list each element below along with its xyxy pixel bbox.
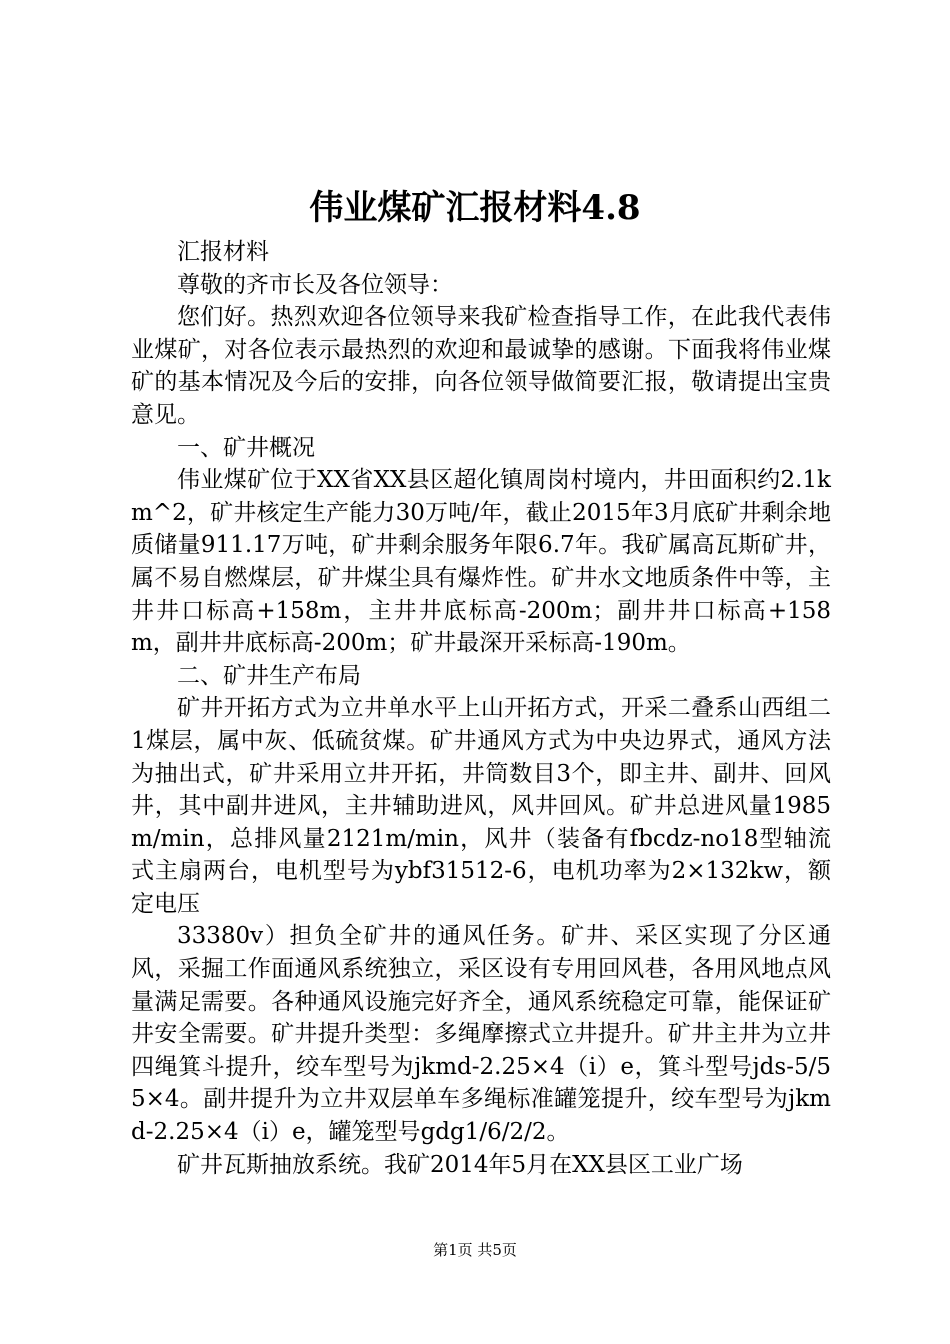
paragraph-development-ventilation: 矿井开拓方式为立井单水平上山开拓方式，开采二叠系山西组二1煤层，属中灰、低硫贫煤。矿井通风方式为中央边界式，通风方法为抽出式，矿井采用立井开拓，井筒数目3个，即主井、副井、回风井，其中副井进风，主井辅助进风，风井回风。矿井总进风量1985m/min，总排风量2121m/min，风井（装备有fbcdz-no18型轴流式主扇两台，电机型号为ybf31512-6，电机功率为2×132kw，额定电压: [131, 695, 831, 917]
paragraph-greeting: 您们好。热烈欢迎各位领导来我矿检查指导工作，在此我代表伟业煤矿，对各位表示最热烈的欢迎和最诚挚的感谢。下面我将伟业煤矿的基本情况及今后的安排，向各位领导做简要汇报，敬请提出宝贵意见。: [131, 304, 831, 428]
document-body: [131, 236, 831, 1181]
paragraph-salutation: 尊敬的齐市长及各位领导：: [177, 271, 453, 298]
paragraph-ventilation-hoisting: 33380v）担负全矿井的通风任务。矿井、采区实现了分区通风，采掘工作面通风系统独立，采区设有专用回风巷，各用风地点风量满足需要。各种通风设施完好齐全，通风系统稳定可靠，能保证矿井安全需要。矿井提升类型：多绳摩擦式立井提升。矿井主井为立井四绳箕斗提升，绞车型号为jkmd-2.25×4（i）e，箕斗型号jds-5/55×4。副井提升为立井双层单车多绳标准罐笼提升，绞车型号为jkmd-2.25×4（i）e，罐笼型号gdg1/6/2/2。: [131, 923, 831, 1146]
page-number-footer: 第1页 共5页: [433, 1241, 517, 1259]
document-title: 伟业煤矿汇报材料4.8: [309, 188, 641, 228]
paragraph-heading-label: 汇报材料: [177, 239, 269, 265]
paragraph-gas-drainage: 矿井瓦斯抽放系统。我矿2014年5月在XX县区工业广场: [177, 1151, 743, 1178]
paragraph-mine-overview: 伟业煤矿位于XX省XX县区超化镇周岗村境内，井田面积约2.1km^2，矿井核定生产能力30万吨/年，截止2015年3月底矿井剩余地质储量911.17万吨，矿井剩余服务年限6.7年。我矿属高瓦斯矿井，属不易自燃煤层，矿井煤尘具有爆炸性。矿井水文地质条件中等，主井井口标高+158m，主井井底标高-200m；副井井口标高+158m，副井井底标高-200m；矿井最深开采标高-190m。: [131, 467, 831, 657]
section-heading-mine-overview: 一、矿井概况: [177, 434, 315, 461]
section-heading-production-layout: 二、矿井生产布局: [177, 662, 361, 689]
